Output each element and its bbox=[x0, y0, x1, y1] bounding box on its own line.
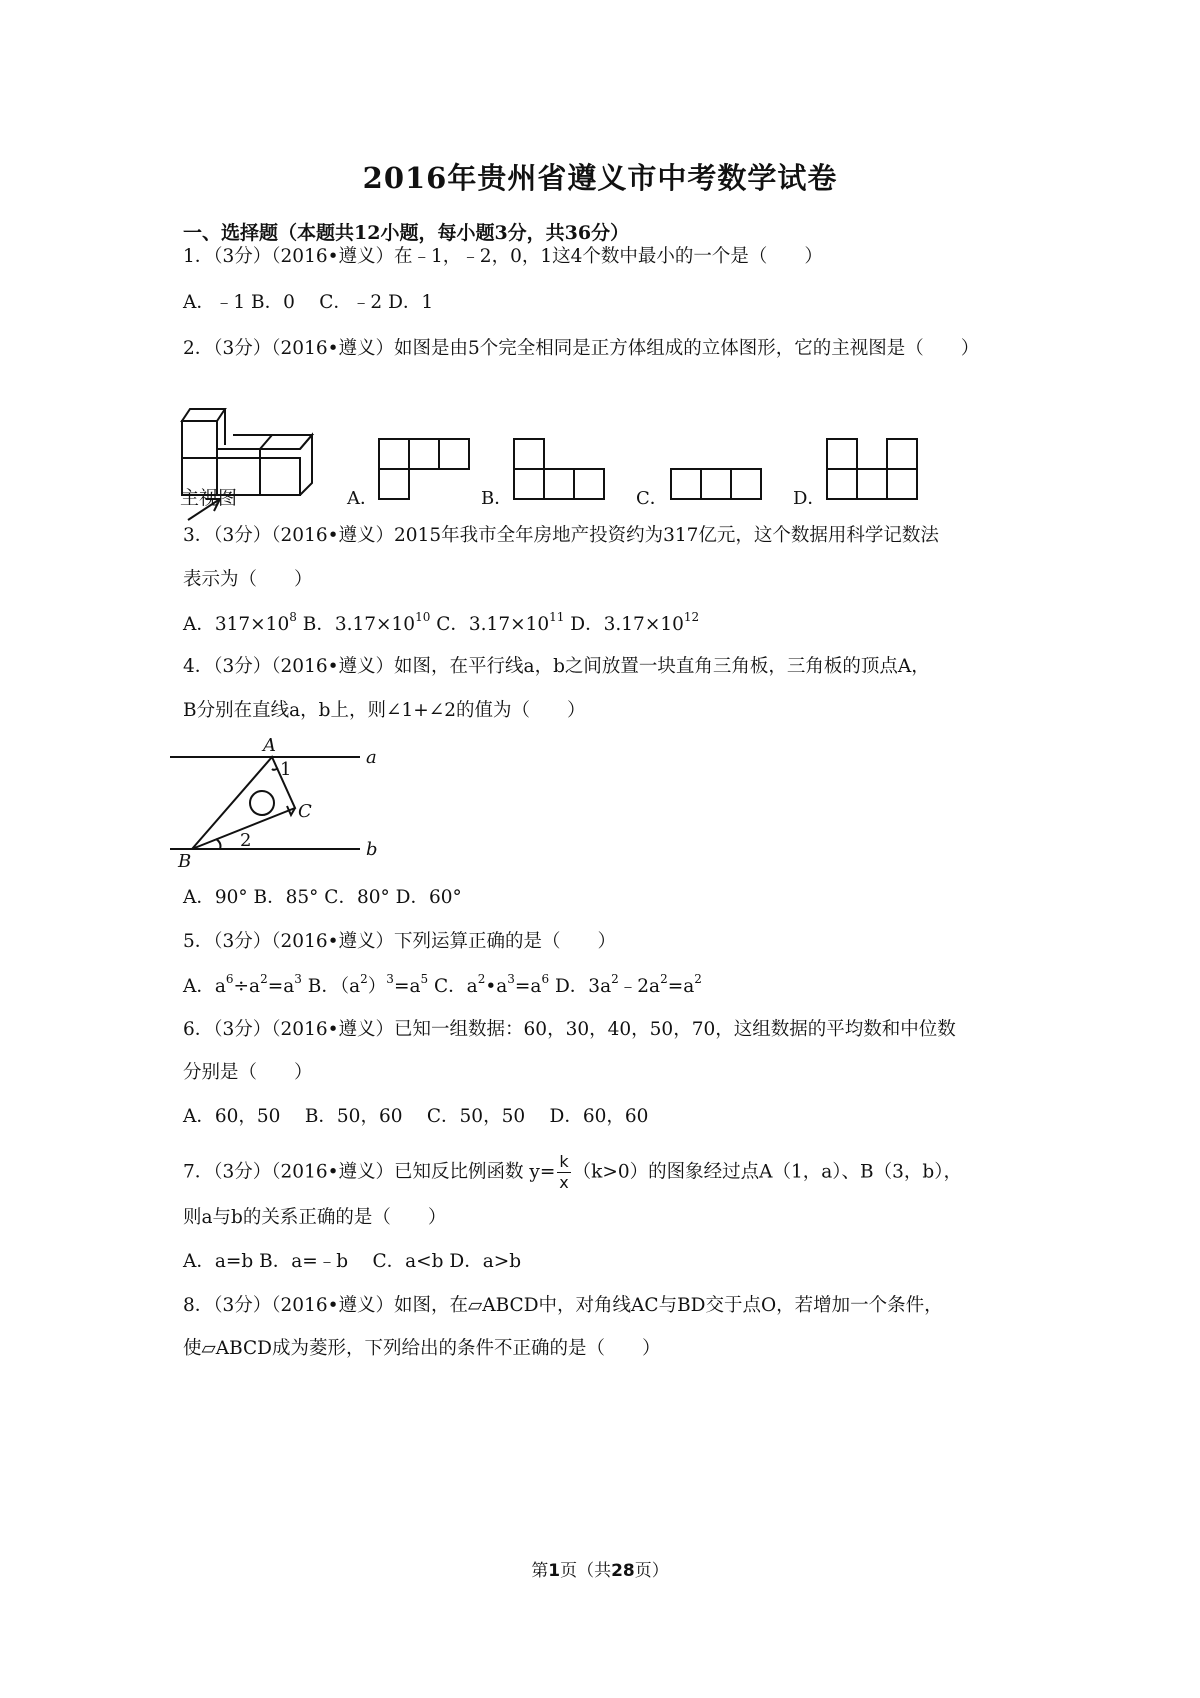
label-point-a: A bbox=[263, 735, 276, 756]
question-7-options: A．a=b B．a=﹣b C．a<b D．a>b bbox=[183, 1251, 522, 1272]
question-2-figure-caption: 主视图 bbox=[180, 487, 238, 509]
label-line-b: b bbox=[366, 839, 378, 860]
label-angle-1: 1 bbox=[280, 759, 292, 780]
label-line-a: a bbox=[366, 747, 377, 768]
question-1-options: A．﹣1 B．0 C．﹣2 D．1 bbox=[183, 292, 434, 313]
question-3-stem-line-2: 表示为（ ） bbox=[183, 569, 313, 590]
question-4-triangle-figure bbox=[170, 735, 390, 870]
label-point-b: B bbox=[178, 851, 192, 872]
question-2-option-b-figure bbox=[513, 438, 607, 500]
question-4-stem-line-1: 4．（3分）（2016•遵义）如图，在平行线a，b之间放置一块直角三角板，三角板的顶点A， bbox=[183, 656, 930, 677]
question-2-stem: 2．（3分）（2016•遵义）如图是由5个完全相同是正方体组成的立体图形，它的主视图是（ ） bbox=[183, 338, 980, 359]
question-8-stem-line-2: 使▱ABCD成为菱形，下列给出的条件不正确的是（ ） bbox=[183, 1338, 661, 1359]
question-8-stem-line-1: 8．（3分）（2016•遵义）如图，在▱ABCD中，对角线AC与BD交于点O，若增加一个条件， bbox=[183, 1295, 943, 1316]
page-footer: 第1页（共28页） bbox=[531, 1561, 669, 1581]
question-2-option-a-label: A． bbox=[347, 488, 378, 509]
page-title: 2016年贵州省遵义市中考数学试卷 bbox=[362, 161, 838, 195]
question-5-stem: 5．（3分）（2016•遵义）下列运算正确的是（ ） bbox=[183, 931, 617, 952]
question-6-stem-line-1: 6．（3分）（2016•遵义）已知一组数据：60，30，40，50，70，这组数据的平均数和中位数 bbox=[183, 1019, 956, 1040]
question-4-options: A．90° B．85° C．80° D．60° bbox=[183, 887, 462, 908]
section-heading: 一、选择题（本题共12小题，每小题3分，共36分） bbox=[183, 222, 630, 244]
question-2-option-c-label: C． bbox=[636, 488, 668, 509]
question-3-options: A．$317\times 10^8$ B．$3.17\times 10^{10}$ C．$3.17\times 10^{11}$ D．$3.17\times 10^{12}$ bbox=[183, 610, 700, 635]
question-2-option-d-figure bbox=[826, 438, 920, 500]
question-2-option-b-label: B． bbox=[481, 488, 513, 509]
label-angle-2: 2 bbox=[240, 830, 252, 851]
label-point-c: C bbox=[298, 801, 312, 822]
question-7-stem-line-2: 则a与b的关系正确的是（ ） bbox=[183, 1207, 447, 1228]
question-2-option-d-label: D． bbox=[793, 488, 826, 509]
question-6-stem-line-2: 分别是（ ） bbox=[183, 1062, 313, 1083]
fraction-k-over-x: $\frac{k}{x}$ bbox=[559, 1152, 569, 1192]
question-4-stem-line-2: B分别在直线a，b上，则∠1+∠2的值为（ ） bbox=[183, 700, 586, 721]
question-2-option-c-figure bbox=[670, 468, 764, 500]
question-1-stem: 1．（3分）（2016•遵义）在﹣1，﹣2，0，1这4个数中最小的一个是（ ） bbox=[183, 246, 823, 267]
question-2-option-a-figure bbox=[378, 438, 472, 500]
question-5-options: A．$a^6\div a^2=a^3$ B．$(a^2)^3=a^5$ C．$a^2•a^3=a^6$ D．$3a^2﹣2a^2=a^2$ bbox=[183, 972, 702, 997]
question-3-stem-line-1: 3．（3分）（2016•遵义）2015年我市全年房地产投资约为317亿元，这个数据用科学记数法 bbox=[183, 525, 939, 546]
question-7-stem-line-1: 7．（3分）（2016•遵义）已知反比例函数 y= $\frac{k}{x}$ （k>0）的图象经过点A（1，a）、B（3，b）， bbox=[183, 1152, 962, 1192]
question-6-options: A．60，50 B．50，60 C．50，50 D．60，60 bbox=[183, 1106, 649, 1127]
